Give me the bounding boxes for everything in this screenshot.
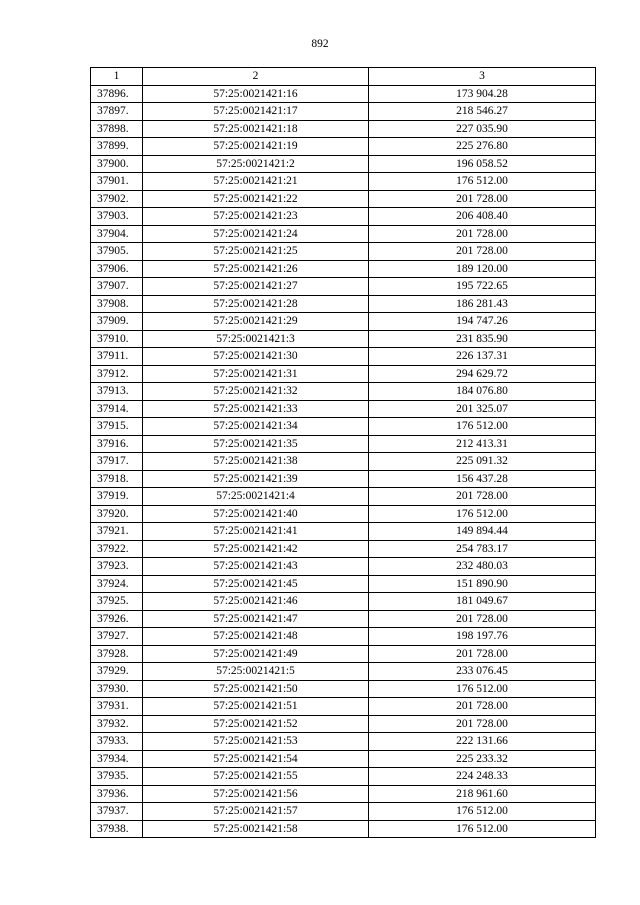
row-number-cell: 37901. <box>91 173 143 191</box>
cadastral-number-cell: 57:25:0021421:21 <box>143 173 369 191</box>
value-cell: 201 728.00 <box>369 190 596 208</box>
table-row <box>91 173 596 191</box>
cadastral-number-cell: 57:25:0021421:25 <box>143 243 369 261</box>
value-cell: 195 722.65 <box>369 278 596 296</box>
cadastral-number-cell: 57:25:0021421:26 <box>143 260 369 278</box>
cadastral-number-cell: 57:25:0021421:55 <box>143 768 369 786</box>
row-number-cell: 37938. <box>91 820 143 838</box>
table-row <box>91 558 596 576</box>
row-number-cell: 37925. <box>91 593 143 611</box>
value-cell: 151 890.90 <box>369 575 596 593</box>
value-cell: 198 197.76 <box>369 628 596 646</box>
table-row <box>91 190 596 208</box>
value-cell: 218 961.60 <box>369 785 596 803</box>
value-cell: 176 512.00 <box>369 680 596 698</box>
table-row <box>91 768 596 786</box>
value-cell: 196 058.52 <box>369 155 596 173</box>
value-cell: 173 904.28 <box>369 85 596 103</box>
value-cell: 226 137.31 <box>369 348 596 366</box>
cadastral-number-cell: 57:25:0021421:57 <box>143 803 369 821</box>
row-number-cell: 37902. <box>91 190 143 208</box>
table-row <box>91 575 596 593</box>
value-cell: 227 035.90 <box>369 120 596 138</box>
row-number-cell: 37917. <box>91 453 143 471</box>
value-cell: 201 325.07 <box>369 400 596 418</box>
cadastral-number-cell: 57:25:0021421:30 <box>143 348 369 366</box>
page-number: 892 <box>311 38 329 50</box>
cadastral-number-cell: 57:25:0021421:22 <box>143 190 369 208</box>
value-cell: 225 233.32 <box>369 750 596 768</box>
value-cell: 212 413.31 <box>369 435 596 453</box>
table-row <box>91 733 596 751</box>
table-row <box>91 820 596 838</box>
table-row <box>91 593 596 611</box>
table-row <box>91 628 596 646</box>
cadastral-number-cell: 57:25:0021421:45 <box>143 575 369 593</box>
cadastral-number-cell: 57:25:0021421:17 <box>143 103 369 121</box>
row-number-cell: 37897. <box>91 103 143 121</box>
value-cell: 201 728.00 <box>369 645 596 663</box>
value-cell: 201 728.00 <box>369 488 596 506</box>
cadastral-number-cell: 57:25:0021421:19 <box>143 138 369 156</box>
table-row <box>91 330 596 348</box>
cadastral-number-cell: 57:25:0021421:48 <box>143 628 369 646</box>
row-number-cell: 37918. <box>91 470 143 488</box>
value-cell: 176 512.00 <box>369 418 596 436</box>
cadastral-number-cell: 57:25:0021421:51 <box>143 698 369 716</box>
cadastral-number-cell: 57:25:0021421:53 <box>143 733 369 751</box>
cadastral-number-cell: 57:25:0021421:32 <box>143 383 369 401</box>
table-row <box>91 225 596 243</box>
cadastral-number-cell: 57:25:0021421:46 <box>143 593 369 611</box>
table-row <box>91 383 596 401</box>
table-row <box>91 680 596 698</box>
cadastral-number-cell: 57:25:0021421:2 <box>143 155 369 173</box>
cadastral-number-cell: 57:25:0021421:29 <box>143 313 369 331</box>
table-row <box>91 803 596 821</box>
table-row <box>91 208 596 226</box>
table-row <box>91 400 596 418</box>
value-cell: 156 437.28 <box>369 470 596 488</box>
row-number-cell: 37932. <box>91 715 143 733</box>
value-cell: 201 728.00 <box>369 610 596 628</box>
cadastral-number-cell: 57:25:0021421:16 <box>143 85 369 103</box>
cadastral-number-cell: 57:25:0021421:35 <box>143 435 369 453</box>
table-row <box>91 540 596 558</box>
row-number-cell: 37903. <box>91 208 143 226</box>
row-number-cell: 37921. <box>91 523 143 541</box>
table-row <box>91 260 596 278</box>
table-row <box>91 785 596 803</box>
value-cell: 194 747.26 <box>369 313 596 331</box>
table-row <box>91 698 596 716</box>
table-row <box>91 663 596 681</box>
value-cell: 225 276.80 <box>369 138 596 156</box>
cadastral-number-cell: 57:25:0021421:3 <box>143 330 369 348</box>
table-row <box>91 505 596 523</box>
row-number-cell: 37904. <box>91 225 143 243</box>
table-row <box>91 138 596 156</box>
table-row <box>91 523 596 541</box>
value-cell: 186 281.43 <box>369 295 596 313</box>
value-cell: 176 512.00 <box>369 173 596 191</box>
row-number-cell: 37910. <box>91 330 143 348</box>
value-cell: 201 728.00 <box>369 243 596 261</box>
value-cell: 176 512.00 <box>369 803 596 821</box>
cadastral-value-table <box>90 67 596 838</box>
table-row <box>91 243 596 261</box>
column-header-3: 3 <box>369 68 596 86</box>
row-number-cell: 37920. <box>91 505 143 523</box>
cadastral-number-cell: 57:25:0021421:52 <box>143 715 369 733</box>
column-header-2: 2 <box>143 68 369 86</box>
cadastral-number-cell: 57:25:0021421:27 <box>143 278 369 296</box>
table-row <box>91 453 596 471</box>
row-number-cell: 37900. <box>91 155 143 173</box>
cadastral-number-cell: 57:25:0021421:39 <box>143 470 369 488</box>
row-number-cell: 37926. <box>91 610 143 628</box>
table-row <box>91 470 596 488</box>
row-number-cell: 37911. <box>91 348 143 366</box>
value-cell: 233 076.45 <box>369 663 596 681</box>
cadastral-number-cell: 57:25:0021421:33 <box>143 400 369 418</box>
cadastral-number-cell: 57:25:0021421:47 <box>143 610 369 628</box>
value-cell: 189 120.00 <box>369 260 596 278</box>
row-number-cell: 37937. <box>91 803 143 821</box>
table-row <box>91 348 596 366</box>
table-row <box>91 278 596 296</box>
table-row <box>91 365 596 383</box>
row-number-cell: 37935. <box>91 768 143 786</box>
cadastral-number-cell: 57:25:0021421:31 <box>143 365 369 383</box>
cadastral-number-cell: 57:25:0021421:5 <box>143 663 369 681</box>
cadastral-number-cell: 57:25:0021421:40 <box>143 505 369 523</box>
row-number-cell: 37919. <box>91 488 143 506</box>
row-number-cell: 37907. <box>91 278 143 296</box>
value-cell: 224 248.33 <box>369 768 596 786</box>
value-cell: 176 512.00 <box>369 820 596 838</box>
value-cell: 231 835.90 <box>369 330 596 348</box>
row-number-cell: 37927. <box>91 628 143 646</box>
cadastral-number-cell: 57:25:0021421:41 <box>143 523 369 541</box>
value-cell: 149 894.44 <box>369 523 596 541</box>
row-number-cell: 37928. <box>91 645 143 663</box>
table-row <box>91 435 596 453</box>
table-row <box>91 610 596 628</box>
row-number-cell: 37899. <box>91 138 143 156</box>
value-cell: 232 480.03 <box>369 558 596 576</box>
value-cell: 294 629.72 <box>369 365 596 383</box>
row-number-cell: 37898. <box>91 120 143 138</box>
row-number-cell: 37924. <box>91 575 143 593</box>
value-cell: 222 131.66 <box>369 733 596 751</box>
value-cell: 225 091.32 <box>369 453 596 471</box>
table-row <box>91 295 596 313</box>
row-number-cell: 37930. <box>91 680 143 698</box>
table-row <box>91 715 596 733</box>
cadastral-number-cell: 57:25:0021421:24 <box>143 225 369 243</box>
cadastral-number-cell: 57:25:0021421:49 <box>143 645 369 663</box>
table-row <box>91 750 596 768</box>
value-cell: 176 512.00 <box>369 505 596 523</box>
cadastral-number-cell: 57:25:0021421:56 <box>143 785 369 803</box>
value-cell: 218 546.27 <box>369 103 596 121</box>
row-number-cell: 37915. <box>91 418 143 436</box>
value-cell: 201 728.00 <box>369 225 596 243</box>
cadastral-number-cell: 57:25:0021421:23 <box>143 208 369 226</box>
row-number-cell: 37936. <box>91 785 143 803</box>
row-number-cell: 37912. <box>91 365 143 383</box>
cadastral-number-cell: 57:25:0021421:50 <box>143 680 369 698</box>
row-number-cell: 37908. <box>91 295 143 313</box>
value-cell: 181 049.67 <box>369 593 596 611</box>
table-row <box>91 418 596 436</box>
table-header-row <box>91 68 596 86</box>
cadastral-number-cell: 57:25:0021421:28 <box>143 295 369 313</box>
table-row <box>91 313 596 331</box>
row-number-cell: 37914. <box>91 400 143 418</box>
row-number-cell: 37916. <box>91 435 143 453</box>
cadastral-number-cell: 57:25:0021421:58 <box>143 820 369 838</box>
row-number-cell: 37909. <box>91 313 143 331</box>
column-header-1: 1 <box>91 68 143 86</box>
row-number-cell: 37913. <box>91 383 143 401</box>
value-cell: 201 728.00 <box>369 715 596 733</box>
row-number-cell: 37933. <box>91 733 143 751</box>
table-row <box>91 120 596 138</box>
row-number-cell: 37929. <box>91 663 143 681</box>
value-cell: 254 783.17 <box>369 540 596 558</box>
table-row <box>91 103 596 121</box>
cadastral-number-cell: 57:25:0021421:42 <box>143 540 369 558</box>
table-row <box>91 155 596 173</box>
table-body <box>91 85 596 838</box>
cadastral-number-cell: 57:25:0021421:43 <box>143 558 369 576</box>
row-number-cell: 37931. <box>91 698 143 716</box>
table-row <box>91 85 596 103</box>
cadastral-number-cell: 57:25:0021421:4 <box>143 488 369 506</box>
cadastral-number-cell: 57:25:0021421:54 <box>143 750 369 768</box>
cadastral-number-cell: 57:25:0021421:34 <box>143 418 369 436</box>
table-row <box>91 645 596 663</box>
value-cell: 201 728.00 <box>369 698 596 716</box>
row-number-cell: 37906. <box>91 260 143 278</box>
table-row <box>91 488 596 506</box>
row-number-cell: 37905. <box>91 243 143 261</box>
row-number-cell: 37923. <box>91 558 143 576</box>
value-cell: 184 076.80 <box>369 383 596 401</box>
cadastral-number-cell: 57:25:0021421:18 <box>143 120 369 138</box>
value-cell: 206 408.40 <box>369 208 596 226</box>
row-number-cell: 37934. <box>91 750 143 768</box>
cadastral-number-cell: 57:25:0021421:38 <box>143 453 369 471</box>
row-number-cell: 37896. <box>91 85 143 103</box>
row-number-cell: 37922. <box>91 540 143 558</box>
